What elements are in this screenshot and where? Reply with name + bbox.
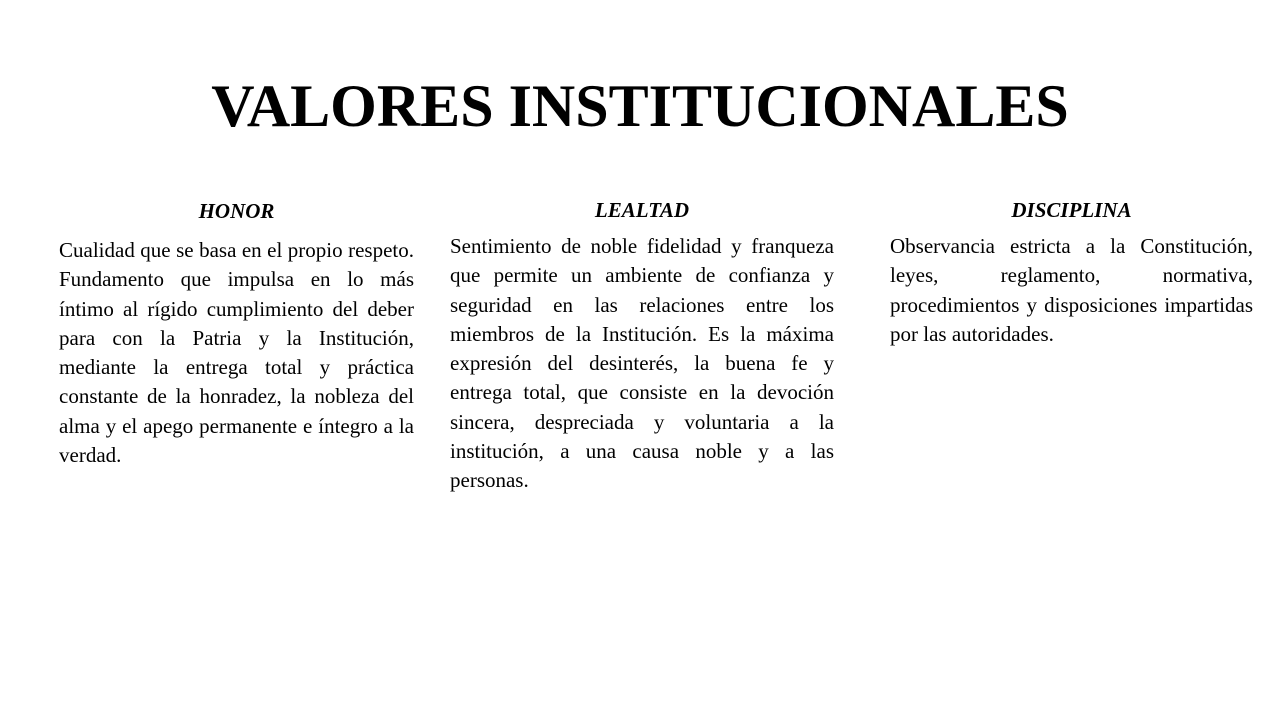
value-column-honor [59,196,414,470]
value-description-disciplina: Observancia estricta a la Constitución, leyes, reglamento, normativa, procedimientos y disposiciones impartidas por las autoridades. [890,234,1253,346]
value-description-lealtad: Sentimiento de noble fidelidad y franqueza que permite un ambiente de confianza y seguridad en las relaciones entre los miembros de la Institución. Es la máxima expresión del desinterés, la buena fe y entrega total, que consiste en la devoción sincera, despreciada y voluntaria a la institución, a una causa noble y a las personas. [450,234,834,493]
value-heading-lealtad: LEALTAD [594,198,690,222]
value-description-honor: Cualidad que se basa en el propio respeto. Fundamento que impulsa en lo más íntimo al rígido cumplimiento del deber para con la Patria y la Institución, mediante la entrega total y práctica constante de la honradez, la nobleza del alma y el apego permanente e íntegro a la verdad. [59,238,414,468]
value-heading-disciplina: DISCIPLINA [1011,198,1132,222]
value-heading-honor: HONOR [198,199,275,223]
value-column-disciplina [890,196,1253,349]
value-column-lealtad [450,196,834,496]
slide-title: VALORES INSTITUCIONALES [211,73,1069,139]
